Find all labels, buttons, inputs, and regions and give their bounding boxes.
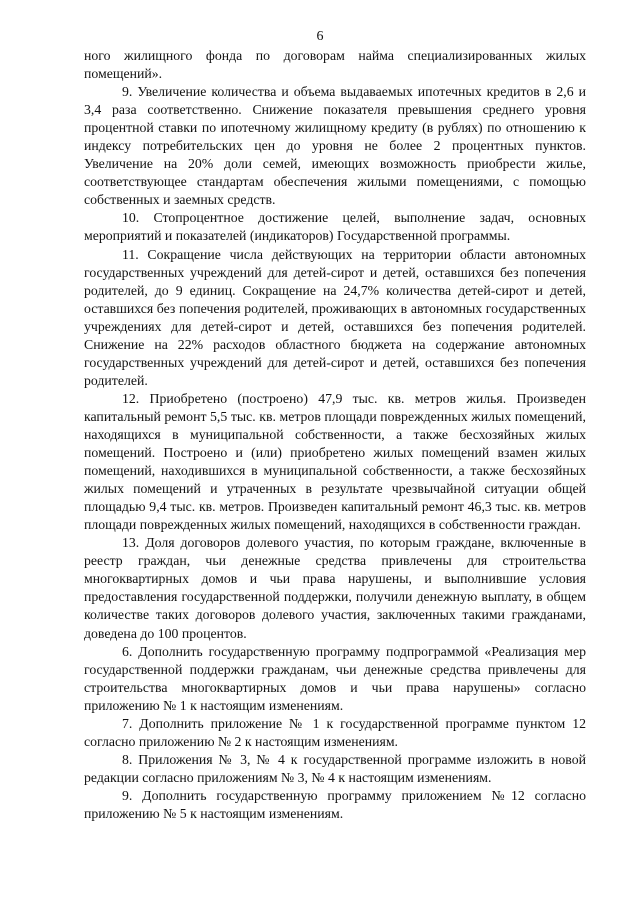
page-number: 6 [316, 29, 324, 44]
paragraph-amendment-8: 8. Приложения № 3, № 4 к государственной программе изложить в новой редакции согласно приложениям № 3, № 4 к настоящим изменениям. [84, 751, 586, 785]
paragraph-amendment-6: 6. Дополнить государственную программу подпрограммой «Реализация мер государственной поддержки гражданам, чьи денежные средства привлечены для строительства многоквартирных домов и чьи права нарушены» согласно приложению № 1 к настоящим изменениям. [84, 643, 586, 713]
document-body [84, 47, 586, 823]
paragraph-item-10-goals: 10. Стопроцентное достижение целей, выполнение задач, основных мероприятий и показателей (индикаторов) Государственной программы. [84, 210, 586, 244]
paragraph-amendment-9: 9. Дополнить государственную программу приложением №12 согласно приложению № 5 к настоящим изменениям. [84, 787, 586, 821]
paragraph-continuation: ного жилищного фонда по договорам найма специализированных жилых помещений». [84, 48, 586, 82]
paragraph-item-11-orphans: 11. Сокращение числа действующих на территории области автономных государственных учреждений для детей-сирот и детей, оставшихся без попечения родителей, до 9 единиц. Сокращение на 24,7% количества детей-сирот и детей, оставшихся без попечения родителей, проживающих в автономных государственных учреждениях для детей-сирот и детей, оставшихся без попечения родителей. Снижение на 22% расходов областного бюджета на содержание автономных государственных учреждений для детей-сирот и детей, оставшихся без попечения родителей. [84, 246, 586, 388]
paragraph-item-9-mortgage: 9. Увеличение количества и объема выдаваемых ипотечных кредитов в 2,6 и 3,4 раза соответственно. Снижение показателя превышения среднего уровня процентной ставки по ипотечному жилищному кредиту (в рублях) по отношению к индексу потребительских цен до уровня не более 2 процентных пунктов. Увеличение на 20% доли семей, имеющих возможность приобрести жилье, соответствующее стандартам обеспечения жилыми помещениями, с помощью собственных и заемных средств. [84, 84, 586, 208]
paragraph-item-12-housing: 12. Приобретено (построено) 47,9 тыс. кв. метров жилья. Произведен капитальный ремонт 5,5 тыс. кв. метров площади поврежденных жилых помещений, находящихся в муниципальной собственности, а также бесхозяйных жилых помещений. Построено и (или) приобретено жилых помещений взамен жилых помещений, находившихся в муниципальной собственности, а также бесхозяйных жилых помещений и утраченных в результате чрезвычайной ситуации общей площадью 9,4 тыс. кв. метров. Произведен капитальный ремонт 46,3 тыс. кв. метров площади поврежденных жилых помещений, находящихся в собственности граждан. [84, 390, 586, 533]
paragraph-item-13-shared-construction: 13. Доля договоров долевого участия, по которым граждане, включенные в реестр граждан, чьи денежные средства привлечены для строительства многоквартирных домов и чьи права нарушены, и выполнившие условия предоставления государственной поддержки, получили денежную выплату, в общем количестве таких договоров долевого участия, заключенных такими гражданами, доведена до 100 процентов. [84, 535, 586, 641]
paragraph-amendment-7: 7. Дополнить приложение № 1 к государственной программе пунктом 12 согласно приложению № 2 к настоящим изменениям. [84, 715, 586, 749]
